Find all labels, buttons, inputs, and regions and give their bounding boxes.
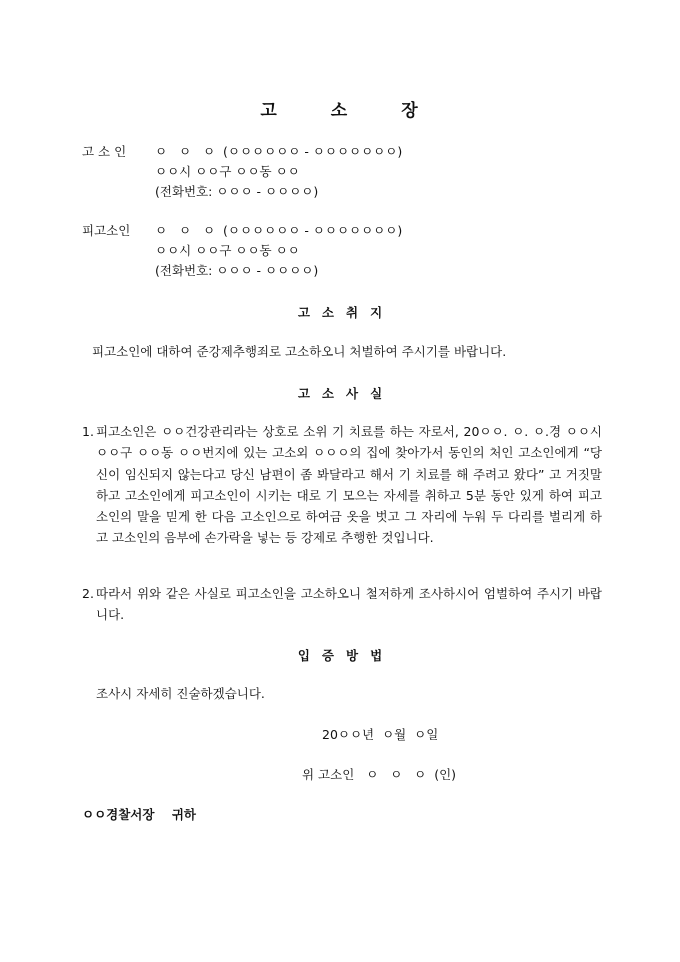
fact-text: 따라서 위와 같은 사실로 피고소인을 고소하오니 철저하게 조사하시어 엄벌하여 주시기 바랍니다.	[96, 586, 602, 623]
purpose-text: 피고소인에 대하여 준강제추행죄로 고소하오니 처벌하여 주시기를 바랍니다.	[92, 344, 507, 359]
purpose-heading	[0, 303, 680, 321]
heading-char: 사	[346, 386, 359, 401]
fact-number: 2.	[82, 586, 94, 601]
recipient-line: ㅇㅇ경찰서장 귀하	[82, 807, 197, 822]
heading-char: 실	[370, 386, 383, 401]
complainant-address: ㅇㅇ시 ㅇㅇ구 ㅇㅇ동 ㅇㅇ	[155, 164, 300, 179]
heading-char: 증	[321, 648, 334, 663]
defendant-label: 피고소인	[82, 223, 131, 238]
heading-char: 취	[346, 305, 359, 320]
fact-number: 1.	[82, 424, 94, 439]
complainant-name: ㅇ ㅇ ㅇ (ㅇㅇㅇㅇㅇㅇ - ㅇㅇㅇㅇㅇㅇㅇ)	[155, 144, 403, 159]
fact-text: 피고소인은 ㅇㅇ건강관리라는 상호로 소위 기 치료를 하는 자로서, 20ㅇㅇ. ㅇ. ㅇ.경 ㅇㅇ시 ㅇㅇ구 ㅇㅇ동 ㅇㅇ번지에 있는 고소외 ㅇㅇㅇ의 집에 찾아가서 동인의 처인 고소인에게 “당신이 임신되지 않는다고 당신 남편이 좀 봐달라고 해서 기 치료를 해 주려고 왔다” 고 거짓말하고 고소인에게 피고소인이 시키는 대로 기 모으는 자세를 취하고 5분 동안 있게 하여 피고소인의 말을 믿게 한 다음 고소인으로 하여금 옷을 벗고 그 자리에 누워 두 다리를 벌리게 하고 고소인의 음부에 손가락을 넣는 등 강제로 추행한 것입니다.	[96, 424, 602, 546]
document-title	[0, 96, 680, 121]
defendant-name: ㅇ ㅇ ㅇ (ㅇㅇㅇㅇㅇㅇ - ㅇㅇㅇㅇㅇㅇㅇ)	[155, 223, 403, 238]
heading-char: 소	[321, 305, 334, 320]
heading-char: 소	[321, 386, 334, 401]
evidence-text: 조사시 자세히 진술하겠습니다.	[96, 686, 265, 701]
signature-line: 위 고소인 ㅇ ㅇ ㅇ (인)	[302, 767, 457, 782]
fact-item-1	[82, 421, 602, 549]
heading-char: 방	[346, 648, 359, 663]
defendant-phone: (전화번호: ㅇㅇㅇ - ㅇㅇㅇㅇ)	[155, 263, 319, 278]
title-char: 고	[260, 101, 279, 121]
title-char: 소	[330, 101, 350, 121]
complainant-label: 고 소 인	[82, 144, 127, 159]
heading-char: 지	[370, 305, 383, 320]
complainant-phone: (전화번호: ㅇㅇㅇ - ㅇㅇㅇㅇ)	[155, 184, 319, 199]
defendant-address: ㅇㅇ시 ㅇㅇ구 ㅇㅇ동 ㅇㅇ	[155, 243, 300, 258]
document-date: 20ㅇㅇ년 ㅇ월 ㅇ일	[322, 727, 439, 742]
heading-char: 법	[370, 648, 383, 663]
heading-char: 고	[297, 386, 310, 401]
title-char: 장	[401, 101, 420, 121]
fact-item-2	[82, 583, 602, 626]
facts-heading	[0, 384, 680, 402]
heading-char: 입	[297, 648, 310, 663]
evidence-heading	[0, 646, 680, 664]
heading-char: 고	[297, 305, 310, 320]
